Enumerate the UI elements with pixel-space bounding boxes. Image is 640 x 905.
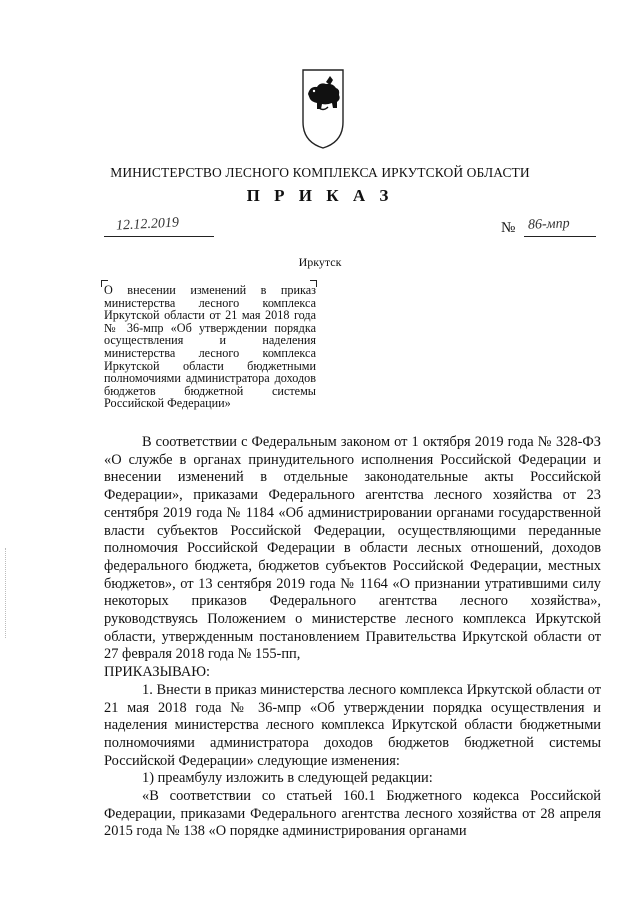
ministry-name: МИНИСТЕРСТВО ЛЕСНОГО КОМПЛЕКСА ИРКУТСКОЙ ОБЛАСТИ <box>110 165 530 180</box>
irkutsk-coat-of-arms-emblem <box>300 66 346 150</box>
number-label: № <box>501 220 516 236</box>
number-field <box>524 218 596 237</box>
document-type-title: П Р И К А З <box>246 186 394 205</box>
handwritten-number: 86-мпр <box>527 216 570 233</box>
order-body <box>104 434 601 841</box>
item-1-paragraph: 1. Внести в приказ министерства лесного комплекса Иркутской области от 21 мая 2018 года № 36-мпр «Об утверждении порядка осуществления и наделения министерства лесного комплекса Иркутской области бюджетными полномочиями администратора доходов бюджетов бюджетной системы Российской Федерации» следующие изменения: <box>104 681 601 769</box>
date-field <box>104 215 214 237</box>
order-subject-text: О внесении изменений в приказ министерства лесного комплекса Иркутской области от 21 мая 2018 года № 36-мпр «Об утверждении порядка осуществления и наделения министерства лесного комплекса Иркутской области бюджетными полномочиями администратора доходов бюджетов бюджетной системы Российской Федерации» <box>104 283 316 411</box>
order-subject <box>104 284 316 410</box>
preamble-paragraph: В соответствии с Федеральным законом от 1 октября 2019 года № 328-ФЗ «О службе в органах принудительного исполнения Российской Федерации и внесении изменений в отдельные законодательные акты Российской Федерации», приказами Федерального агентства лесного хозяйства от 23 сентября 2019 года № 1184 «Об администрировании органами государственной власти субъектов Российской Федерации, осуществляющими переданные полномочия Российской Федерации в области лесных отношений, доходов федерального бюджета, бюджетов субъектов Российской Федерации, местных бюджетов», от 13 сентября 2019 года № 1164 «О признании утратившими силу некоторых приказов Федерального агентства лесного хозяйства», руководствуясь Положением о министерстве лесного комплекса Иркутской области, утвержденным постановлением Правительства Иркутской области от 27 февраля 2018 года № 155-пп, <box>104 434 601 663</box>
city-name: Иркутск <box>298 255 342 269</box>
scan-margin-marks <box>5 548 7 638</box>
handwritten-date: 12.12.2019 <box>115 215 180 234</box>
order-directive-word: ПРИКАЗЫВАЮ: <box>104 664 211 681</box>
item-1-subitem-1: 1) преамбулу изложить в следующей редакции: <box>142 770 433 787</box>
quoted-preamble-paragraph: «В соответствии со статьей 160.1 Бюджетного кодекса Российской Федерации, приказами Федерального агентства лесного хозяйства от 28 апреля 2015 года № 138 «О порядке администрирования органами <box>104 788 601 840</box>
